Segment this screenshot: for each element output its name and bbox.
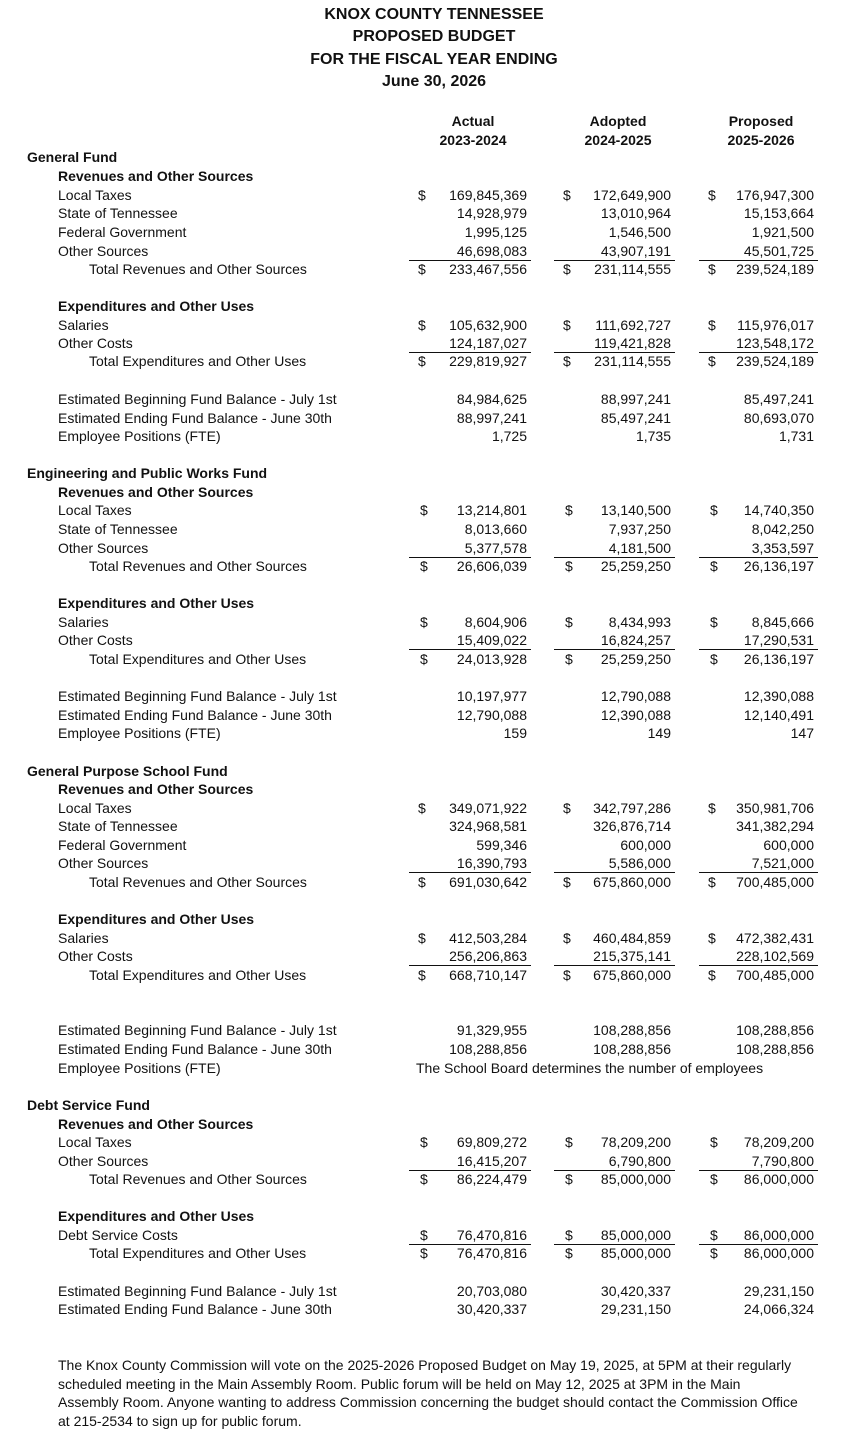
dollar-sign: $ bbox=[708, 187, 716, 203]
row-label: Other Costs bbox=[58, 335, 133, 351]
cell-value: 115,976,017 bbox=[737, 317, 814, 333]
row-label: Salaries bbox=[58, 930, 109, 946]
dollar-sign: $ bbox=[710, 558, 718, 574]
row-label: Other Sources bbox=[58, 1153, 149, 1169]
row-label: Local Taxes bbox=[58, 187, 132, 203]
cell-value: 412,503,284 bbox=[449, 930, 527, 946]
dollar-sign: $ bbox=[708, 261, 716, 277]
cell-value: 233,467,556 bbox=[449, 261, 527, 277]
row-label: Total Expenditures and Other Uses bbox=[89, 1245, 307, 1261]
section-heading: Revenues and Other Sources bbox=[58, 484, 254, 500]
cell-value: 29,231,150 bbox=[743, 1283, 814, 1299]
cell-value: 1,546,500 bbox=[608, 224, 671, 240]
dollar-sign: $ bbox=[563, 930, 571, 946]
cell-value: 86,000,000 bbox=[743, 1171, 814, 1187]
cell-value: 231,114,555 bbox=[594, 261, 671, 277]
cell-value: 15,409,022 bbox=[456, 632, 527, 648]
fund-heading: Engineering and Public Works Fund bbox=[27, 465, 268, 481]
cell-value: 215,375,141 bbox=[593, 948, 671, 964]
cell-value: 85,000,000 bbox=[600, 1171, 671, 1187]
section-heading: Expenditures and Other Uses bbox=[58, 1208, 255, 1224]
dollar-sign: $ bbox=[708, 317, 716, 333]
row-label: Federal Government bbox=[58, 224, 187, 240]
cell-value: 5,586,000 bbox=[608, 855, 671, 871]
cell-value: 30,420,337 bbox=[600, 1283, 671, 1299]
cell-value: 25,259,250 bbox=[600, 558, 671, 574]
cell-value: 691,030,642 bbox=[449, 874, 527, 890]
fund-heading: Debt Service Fund bbox=[27, 1097, 150, 1113]
dollar-sign: $ bbox=[563, 874, 571, 890]
dollar-sign: $ bbox=[420, 1134, 428, 1150]
row-label: Other Costs bbox=[58, 632, 133, 648]
budget-notice: The Knox County Commission will vote on the 2025-2026 Proposed Budget on May 19, 2025, at 5PM at their regularly scheduled meeting in the Main Assembly Room. Public forum will be held on May 12, 2025 at 3PM in the Main Assembly Room. Anyone wanting to address Commission concerning the budget should contact the Commission Office at 215-2534 to sign up for public forum. bbox=[58, 1357, 798, 1429]
dollar-sign: $ bbox=[708, 874, 716, 890]
cell-value: 4,181,500 bbox=[608, 540, 671, 556]
dollar-sign: $ bbox=[710, 614, 718, 630]
dollar-sign: $ bbox=[418, 317, 426, 333]
row-label: Employee Positions (FTE) bbox=[58, 1060, 221, 1076]
row-label: Estimated Beginning Fund Balance - July 1st bbox=[58, 688, 337, 704]
cell-value: 85,000,000 bbox=[600, 1227, 671, 1243]
cell-value: 108,288,856 bbox=[736, 1022, 814, 1038]
dollar-sign: $ bbox=[710, 1227, 718, 1243]
cell-value: 119,421,828 bbox=[594, 335, 671, 351]
cell-value: 25,259,250 bbox=[600, 651, 671, 667]
underline-rule bbox=[699, 965, 818, 966]
cell-value: 342,797,286 bbox=[593, 800, 671, 816]
cell-value: 8,042,250 bbox=[751, 521, 814, 537]
row-label: Estimated Ending Fund Balance - June 30th bbox=[58, 1301, 332, 1317]
cell-value: 668,710,147 bbox=[449, 967, 527, 983]
dollar-sign: $ bbox=[563, 261, 571, 277]
cell-value: 13,010,964 bbox=[600, 205, 671, 221]
dollar-sign: $ bbox=[710, 1245, 718, 1261]
row-label: Salaries bbox=[58, 317, 109, 333]
cell-value: 20,703,080 bbox=[456, 1283, 527, 1299]
row-label: Salaries bbox=[58, 614, 109, 630]
cell-value: 30,420,337 bbox=[456, 1301, 527, 1317]
cell-value: 13,214,801 bbox=[456, 502, 527, 518]
cell-value: 26,136,197 bbox=[743, 558, 814, 574]
cell-value: 108,288,856 bbox=[593, 1041, 671, 1057]
cell-value: 5,377,578 bbox=[464, 540, 527, 556]
dollar-sign: $ bbox=[563, 967, 571, 983]
cell-value: 460,484,859 bbox=[593, 930, 671, 946]
cell-value: 24,013,928 bbox=[456, 651, 527, 667]
dollar-sign: $ bbox=[710, 1171, 718, 1187]
cell-value: 8,434,993 bbox=[608, 614, 671, 630]
cell-value: 24,066,324 bbox=[743, 1301, 814, 1317]
cell-value: 7,790,800 bbox=[751, 1153, 814, 1169]
cell-value: 675,860,000 bbox=[593, 967, 671, 983]
dollar-sign: $ bbox=[418, 874, 426, 890]
dollar-sign: $ bbox=[420, 558, 428, 574]
dollar-sign: $ bbox=[565, 1134, 573, 1150]
cell-value: 8,845,666 bbox=[751, 614, 814, 630]
row-label: Other Costs bbox=[58, 948, 133, 964]
cell-value: 1,735 bbox=[635, 428, 671, 444]
row-label: Total Expenditures and Other Uses bbox=[89, 967, 307, 983]
section-heading: Revenues and Other Sources bbox=[58, 168, 254, 184]
row-label: Total Revenues and Other Sources bbox=[89, 261, 307, 277]
cell-value: 123,548,172 bbox=[736, 335, 814, 351]
col-years-proposed: 2025-2026 bbox=[727, 132, 795, 148]
row-label: Estimated Ending Fund Balance - June 30th bbox=[58, 1041, 332, 1057]
dollar-sign: $ bbox=[418, 967, 426, 983]
dollar-sign: $ bbox=[565, 614, 573, 630]
dollar-sign: $ bbox=[420, 1171, 428, 1187]
cell-value: 700,485,000 bbox=[736, 874, 814, 890]
dollar-sign: $ bbox=[565, 1227, 573, 1243]
col-years-actual: 2023-2024 bbox=[439, 132, 507, 148]
underline-rule bbox=[699, 872, 818, 873]
row-label: Local Taxes bbox=[58, 502, 132, 518]
row-label: Total Revenues and Other Sources bbox=[89, 874, 307, 890]
dollar-sign: $ bbox=[565, 1171, 573, 1187]
cell-value: 159 bbox=[503, 725, 527, 741]
cell-value: 12,790,088 bbox=[456, 707, 527, 723]
row-label: Total Revenues and Other Sources bbox=[89, 1171, 307, 1187]
cell-value: 1,921,500 bbox=[751, 224, 814, 240]
cell-value: 78,209,200 bbox=[743, 1134, 814, 1150]
cell-value: 599,346 bbox=[476, 837, 527, 853]
row-label: Total Expenditures and Other Uses bbox=[89, 353, 307, 369]
cell-value: 239,524,189 bbox=[736, 261, 814, 277]
cell-value: 85,000,000 bbox=[600, 1245, 671, 1261]
cell-value: 8,604,906 bbox=[464, 614, 527, 630]
cell-value: 349,071,922 bbox=[449, 800, 527, 816]
cell-value: 46,698,083 bbox=[456, 243, 527, 259]
row-label: Total Revenues and Other Sources bbox=[89, 558, 307, 574]
row-label: Estimated Beginning Fund Balance - July 1st bbox=[58, 1283, 337, 1299]
row-label: Debt Service Costs bbox=[58, 1227, 178, 1243]
dollar-sign: $ bbox=[418, 261, 426, 277]
cell-value: 229,819,927 bbox=[449, 353, 527, 369]
cell-value: 15,153,664 bbox=[743, 205, 814, 221]
dollar-sign: $ bbox=[565, 502, 573, 518]
cell-value: 108,288,856 bbox=[593, 1022, 671, 1038]
dollar-sign: $ bbox=[708, 930, 716, 946]
title-line-2: PROPOSED BUDGET bbox=[352, 28, 516, 45]
cell-value: 239,524,189 bbox=[736, 353, 814, 369]
cell-value: 12,390,088 bbox=[600, 707, 671, 723]
row-label: Local Taxes bbox=[58, 1134, 132, 1150]
dollar-sign: $ bbox=[710, 502, 718, 518]
cell-value: 326,876,714 bbox=[593, 818, 671, 834]
cell-value: 86,224,479 bbox=[456, 1171, 527, 1187]
dollar-sign: $ bbox=[708, 800, 716, 816]
cell-value: 14,740,350 bbox=[743, 502, 814, 518]
cell-value: 85,497,241 bbox=[600, 410, 671, 426]
cell-value: 7,937,250 bbox=[608, 521, 671, 537]
cell-value: 10,197,977 bbox=[456, 688, 527, 704]
cell-value: 86,000,000 bbox=[743, 1245, 814, 1261]
cell-value: 13,140,500 bbox=[600, 502, 671, 518]
col-header-actual: Actual bbox=[451, 113, 495, 129]
cell-value: 17,290,531 bbox=[743, 632, 814, 648]
row-label: Estimated Ending Fund Balance - June 30th bbox=[58, 707, 332, 723]
cell-value: 80,693,070 bbox=[743, 410, 814, 426]
cell-value: 108,288,856 bbox=[736, 1041, 814, 1057]
dollar-sign: $ bbox=[708, 967, 716, 983]
row-label: Estimated Beginning Fund Balance - July 1st bbox=[58, 1022, 337, 1038]
cell-value: 169,845,369 bbox=[449, 187, 527, 203]
row-label: State of Tennessee bbox=[58, 818, 178, 834]
dollar-sign: $ bbox=[418, 187, 426, 203]
dollar-sign: $ bbox=[420, 502, 428, 518]
cell-value: 6,790,800 bbox=[608, 1153, 671, 1169]
cell-value: 16,824,257 bbox=[600, 632, 671, 648]
dollar-sign: $ bbox=[710, 1134, 718, 1150]
underline-rule bbox=[409, 965, 531, 966]
row-label: Other Sources bbox=[58, 855, 149, 871]
cell-value: 3,353,597 bbox=[751, 540, 814, 556]
underline-rule bbox=[409, 649, 531, 650]
cell-value: 91,329,955 bbox=[456, 1022, 527, 1038]
cell-value: 256,206,863 bbox=[449, 948, 527, 964]
cell-value: 26,136,197 bbox=[743, 651, 814, 667]
cell-value: 16,390,793 bbox=[456, 855, 527, 871]
dollar-sign: $ bbox=[420, 1245, 428, 1261]
row-label: Employee Positions (FTE) bbox=[58, 725, 221, 741]
dollar-sign: $ bbox=[563, 800, 571, 816]
dollar-sign: $ bbox=[563, 187, 571, 203]
dollar-sign: $ bbox=[418, 353, 426, 369]
row-label: Employee Positions (FTE) bbox=[58, 428, 221, 444]
row-label: Local Taxes bbox=[58, 800, 132, 816]
cell-value: 76,470,816 bbox=[456, 1245, 527, 1261]
cell-value: 700,485,000 bbox=[736, 967, 814, 983]
cell-value: 78,209,200 bbox=[600, 1134, 671, 1150]
dollar-sign: $ bbox=[563, 317, 571, 333]
dollar-sign: $ bbox=[565, 1245, 573, 1261]
cell-value: 172,649,900 bbox=[593, 187, 671, 203]
cell-value: 76,470,816 bbox=[456, 1227, 527, 1243]
col-header-adopted: Adopted bbox=[589, 113, 647, 129]
cell-value: 341,382,294 bbox=[736, 818, 814, 834]
cell-value: 600,000 bbox=[763, 837, 814, 853]
dollar-sign: $ bbox=[708, 353, 716, 369]
cell-value: 1,995,125 bbox=[464, 224, 527, 240]
row-label: Other Sources bbox=[58, 540, 149, 556]
dollar-sign: $ bbox=[420, 651, 428, 667]
cell-value: 108,288,856 bbox=[449, 1041, 527, 1057]
cell-value: 350,981,706 bbox=[736, 800, 814, 816]
dollar-sign: $ bbox=[418, 800, 426, 816]
underline-rule bbox=[409, 872, 531, 873]
cell-value: 105,632,900 bbox=[449, 317, 527, 333]
cell-value: 231,114,555 bbox=[594, 353, 671, 369]
cell-value: 12,390,088 bbox=[743, 688, 814, 704]
row-label: State of Tennessee bbox=[58, 521, 178, 537]
row-label: State of Tennessee bbox=[58, 205, 178, 221]
row-note: The School Board determines the number of employees bbox=[416, 1060, 764, 1076]
row-label: Total Expenditures and Other Uses bbox=[89, 651, 307, 667]
underline-rule bbox=[554, 872, 675, 873]
underline-rule bbox=[554, 649, 675, 650]
cell-value: 45,501,725 bbox=[743, 243, 814, 259]
cell-value: 14,928,979 bbox=[456, 205, 527, 221]
cell-value: 675,860,000 bbox=[593, 874, 671, 890]
fund-heading: General Purpose School Fund bbox=[27, 763, 228, 779]
cell-value: 176,947,300 bbox=[736, 187, 814, 203]
cell-value: 84,984,625 bbox=[456, 391, 527, 407]
title-line-3: FOR THE FISCAL YEAR ENDING bbox=[310, 51, 558, 68]
underline-rule bbox=[554, 965, 675, 966]
col-header-proposed: Proposed bbox=[728, 113, 794, 129]
dollar-sign: $ bbox=[565, 651, 573, 667]
dollar-sign: $ bbox=[418, 930, 426, 946]
cell-value: 26,606,039 bbox=[456, 558, 527, 574]
cell-value: 228,102,569 bbox=[736, 948, 814, 964]
cell-value: 1,725 bbox=[491, 428, 527, 444]
fund-heading: General Fund bbox=[27, 149, 118, 165]
cell-value: 124,187,027 bbox=[449, 335, 527, 351]
cell-value: 147 bbox=[790, 725, 814, 741]
section-heading: Expenditures and Other Uses bbox=[58, 595, 255, 611]
cell-value: 149 bbox=[647, 725, 671, 741]
cell-value: 29,231,150 bbox=[600, 1301, 671, 1317]
row-label: Estimated Ending Fund Balance - June 30th bbox=[58, 410, 332, 426]
dollar-sign: $ bbox=[420, 1227, 428, 1243]
cell-value: 86,000,000 bbox=[743, 1227, 814, 1243]
section-heading: Revenues and Other Sources bbox=[58, 1116, 254, 1132]
row-label: Other Sources bbox=[58, 243, 149, 259]
cell-value: 43,907,191 bbox=[600, 243, 671, 259]
cell-value: 16,415,207 bbox=[456, 1153, 527, 1169]
dollar-sign: $ bbox=[565, 558, 573, 574]
cell-value: 12,140,491 bbox=[743, 707, 814, 723]
cell-value: 88,997,241 bbox=[600, 391, 671, 407]
row-label: Federal Government bbox=[58, 837, 187, 853]
section-heading: Expenditures and Other Uses bbox=[58, 911, 255, 927]
dollar-sign: $ bbox=[563, 353, 571, 369]
cell-value: 1,731 bbox=[778, 428, 814, 444]
cell-value: 324,968,581 bbox=[449, 818, 527, 834]
cell-value: 8,013,660 bbox=[464, 521, 527, 537]
dollar-sign: $ bbox=[420, 614, 428, 630]
cell-value: 85,497,241 bbox=[743, 391, 814, 407]
title-line-1: KNOX COUNTY TENNESSEE bbox=[324, 6, 544, 23]
cell-value: 7,521,000 bbox=[751, 855, 814, 871]
cell-value: 88,997,241 bbox=[456, 410, 527, 426]
cell-value: 12,790,088 bbox=[600, 688, 671, 704]
cell-value: 69,809,272 bbox=[456, 1134, 527, 1150]
section-heading: Expenditures and Other Uses bbox=[58, 298, 255, 314]
underline-rule bbox=[699, 649, 818, 650]
cell-value: 111,692,727 bbox=[595, 317, 671, 333]
section-heading: Revenues and Other Sources bbox=[58, 781, 254, 797]
dollar-sign: $ bbox=[710, 651, 718, 667]
row-label: Estimated Beginning Fund Balance - July 1st bbox=[58, 391, 337, 407]
cell-value: 600,000 bbox=[620, 837, 671, 853]
col-years-adopted: 2024-2025 bbox=[584, 132, 652, 148]
title-line-4: June 30, 2026 bbox=[381, 73, 487, 90]
cell-value: 472,382,431 bbox=[736, 930, 814, 946]
